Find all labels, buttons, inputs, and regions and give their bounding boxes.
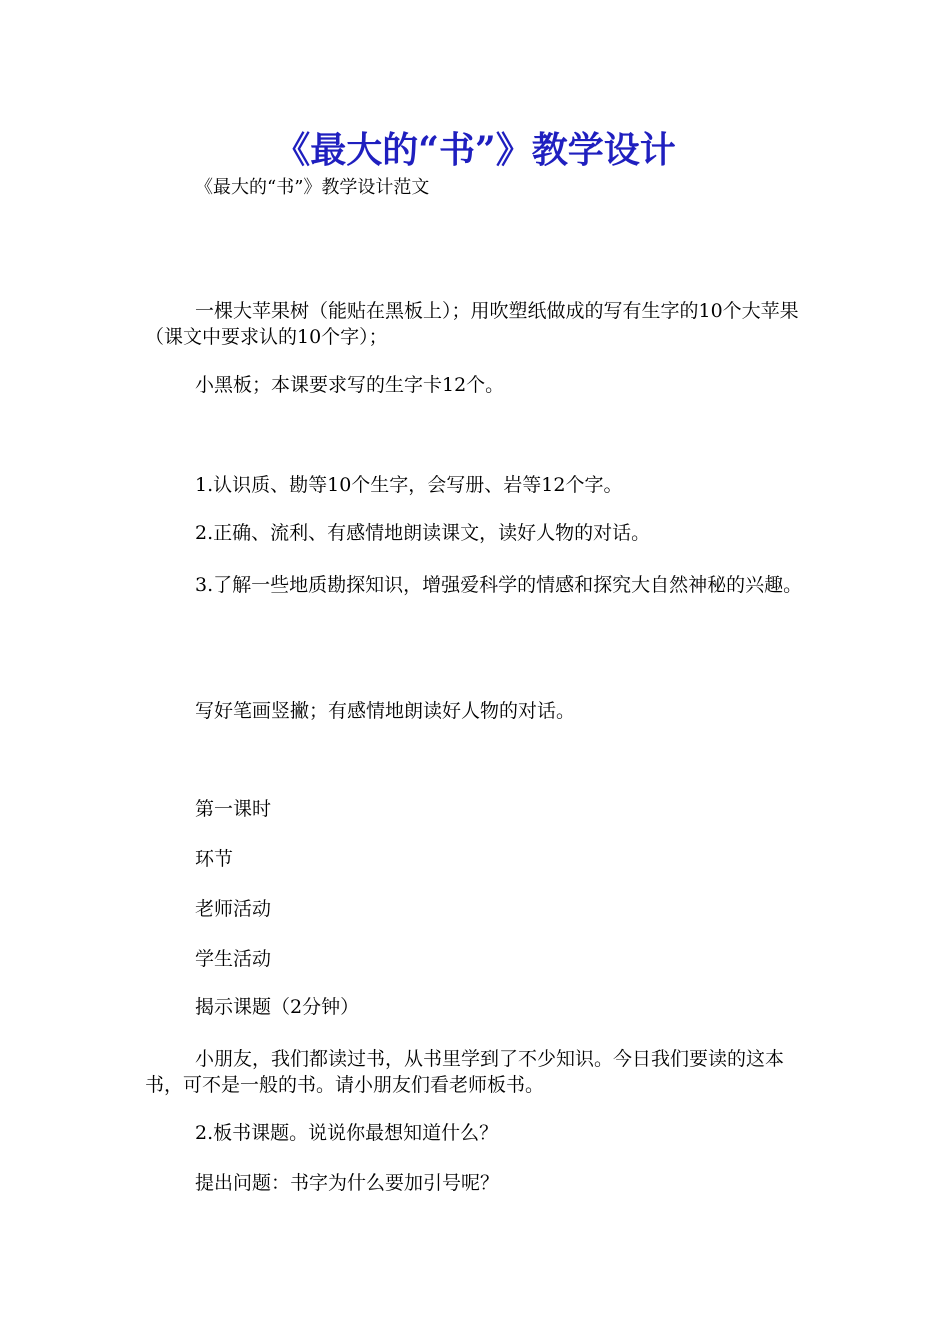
paragraph-materials-1: 一棵大苹果树（能贴在黑板上）；用吹塑纸做成的写有生字的10个大苹果（课文中要求认的10个字）； — [145, 300, 799, 348]
paragraph-key-points: 写好笔画竖撇；有感情地朗读好人物的对话。 — [195, 700, 576, 722]
paragraph-stage-label: 环节 — [195, 848, 234, 870]
paragraph-teacher-label: 老师活动 — [195, 898, 272, 920]
paragraph-intro: 小朋友，我们都读过书，从书里学到了不少知识。今日我们要读的这本书，可不是一般的书。请小朋友们看老师板书。 — [145, 1048, 785, 1096]
document-title: 《最大的“书”》教学设计 — [274, 129, 676, 171]
paragraph-lesson-label: 第一课时 — [195, 798, 272, 820]
paragraph-reveal-topic: 揭示课题（2分钟） — [195, 996, 360, 1018]
paragraph-materials-2: 小黑板；本课要求写的生字卡12个。 — [195, 374, 505, 396]
paragraph-board-title: 2.板书课题。说说你最想知道什么？ — [195, 1122, 499, 1144]
paragraph-goal-3: 3.了解一些地质勘探知识，增强爱科学的情感和探究大自然神秘的兴趣。 — [195, 574, 803, 596]
paragraph-goal-1: 1.认识质、勘等10个生字，会写册、岩等12个字。 — [195, 474, 623, 496]
paragraph-goal-2: 2.正确、流利、有感情地朗读课文，读好人物的对话。 — [195, 522, 651, 544]
paragraph-student-label: 学生活动 — [195, 948, 272, 970]
paragraph-question: 提出问题：书字为什么要加引号呢？ — [195, 1172, 500, 1194]
document-subtitle: 《最大的“书”》教学设计范文 — [195, 177, 430, 198]
